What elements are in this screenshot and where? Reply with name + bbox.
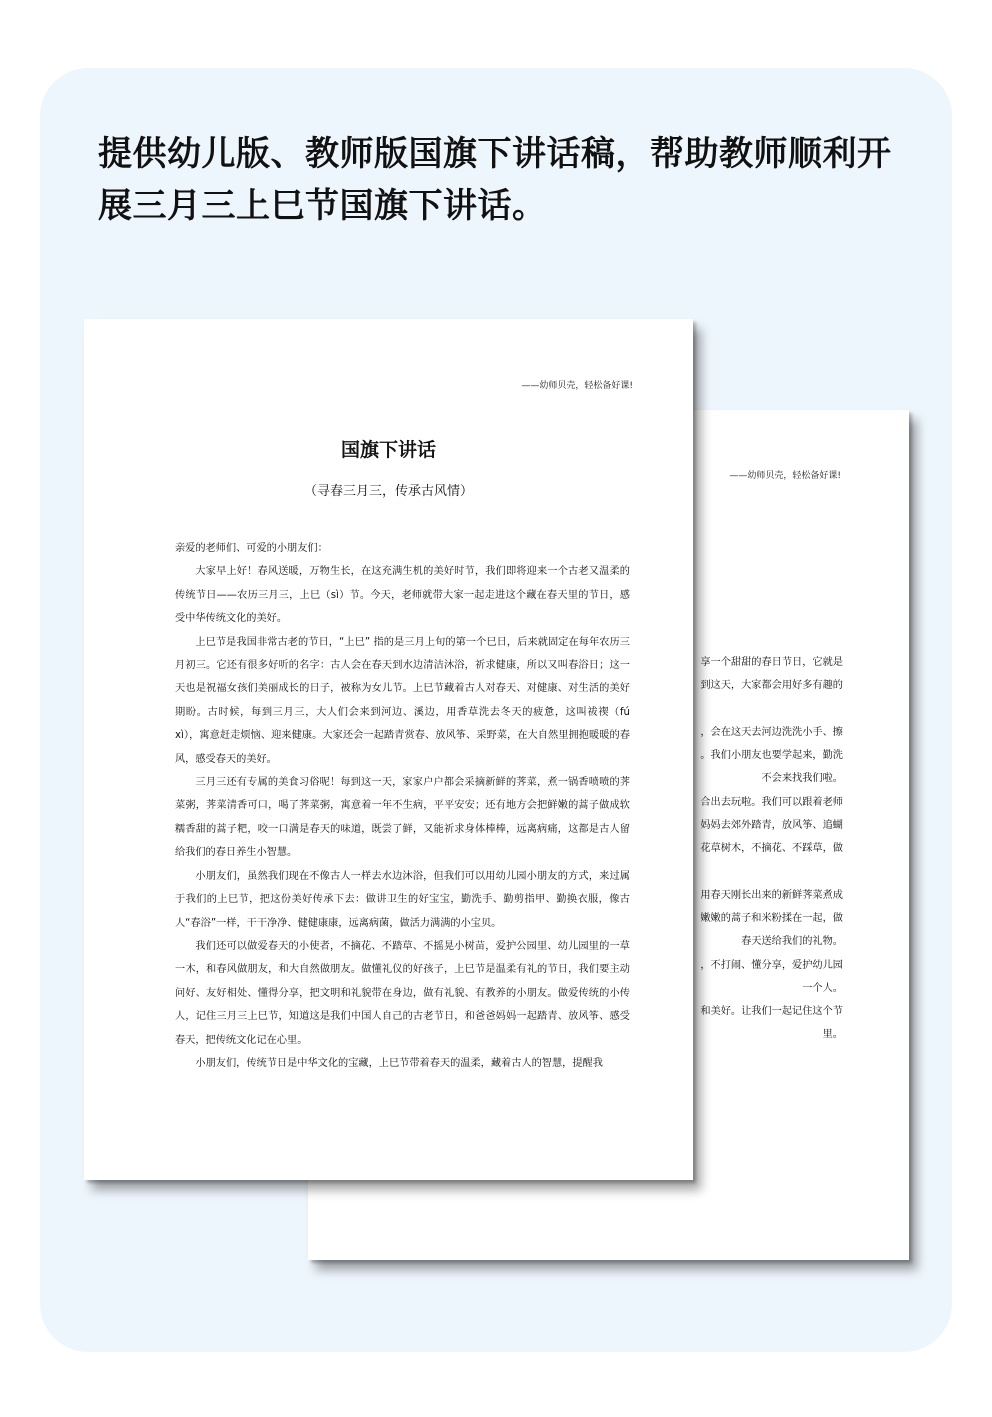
headline: 提供幼儿版、教师版国旗下讲话稿，帮助教师顺利开展三月三上巳节国旗下讲话。 (98, 134, 892, 226)
body-line-fragment: 里。 (822, 1029, 843, 1040)
paragraph: 我们还可以做爱春天的小使者，不摘花、不踏草、不摇晃小树苗，爱护公园里、幼儿园里的一草一木，和春风做朋友，和大自然做朋友。做懂礼仪的好孩子，上巳节是温柔有礼的节日，我们要主动问好、友好相处、懂得分享，把文明和礼貌带在身边，做有礼貌、有教养的小朋友。做爱传统的小传人，记住三月三上巳节，知道这是我们中国人自己的古老节日，和爸爸妈妈一起踏青、放风筝、感受春天，把传统文化记在心里。 (175, 940, 630, 1046)
paragraph: 三月三还有专属的美食习俗呢！每到这一天，家家户户都会采摘新鲜的荠菜，煮一锅香喷喷的荠菜粥，荠菜清香可口，喝了荠菜粥，寓意着一年不生病，平平安安；还有地方会把鲜嫩的蒿子做成软糯香甜的蒿子粑，咬一口满是春天的味道，既尝了鲜，又能祈求身体棒棒，远离病痛，这都是古人留给我们的春日养生小智慧。 (175, 777, 630, 859)
body-line-fragment: 一个人。 (802, 983, 843, 994)
body-line-fragment: 合出去玩啦。我们可以跟着老师 (700, 797, 843, 808)
page-title: 国旗下讲话 (340, 439, 436, 461)
body-line-fragment: 到这天，大家都会用好多有趣的 (700, 680, 843, 691)
body-line-fragment: ，会在这天去河边洗洗小手、擦 (700, 727, 843, 738)
paragraph: 小朋友们，虽然我们现在不像古人一样去水边沐浴，但我们可以用幼儿园小朋友的方式，来过属于我们的上巳节，把这份美好传承下去：做讲卫生的好宝宝，勤洗手、勤剪指甲、勤换衣服，像古人“春浴”一样，干干净净、健健康康，远离病菌，做活力满满的小宝贝。 (175, 870, 630, 929)
body-line-fragment: 妈妈去郊外踏青，放风筝、追蝴 (700, 820, 843, 831)
body-line-fragment: 用春天刚长出来的新鲜荠菜煮成 (700, 890, 843, 901)
body-line-fragment: 嫩嫩的蒿子和米粉揉在一起，做 (700, 913, 843, 924)
paragraph: 上巳节是我国非常古老的节日，“上巳” 指的是三月上旬的第一个巳日，后来就固定在每年农历三月初三。它还有很多好听的名字：古人会在春天到水边清洁沐浴，祈求健康，所以又叫春浴日；这一天也是祝福女孩们美丽成长的日子，被称为女儿节。上巳节藏着古人对春天、对健康、对生活的美好期盼。古时候，每到三月三，大人们会来到河边、溪边，用香草洗去冬天的疲惫，这叫祓禊（fú xì），寓意赶走烦恼、迎来健康。大家还会一起踏青赏春、放风筝、采野菜，在大自然里拥抱暖暖的春风，感受春天的美好。 (175, 636, 630, 765)
body-line-fragment: 春天送给我们的礼物。 (741, 936, 843, 947)
page-body (175, 537, 630, 1075)
body-line-fragment: 。我们小朋友也要学起来，勤洗 (700, 750, 843, 761)
body-line-fragment: 不会来找我们啦。 (761, 773, 843, 784)
paragraph: 小朋友们，传统节日是中华文化的宝藏，上巳节带着春天的温柔，藏着古人的智慧，提醒我 (195, 1057, 603, 1069)
body-line-fragment: 和美好。让我们一起记住这个节 (700, 1006, 843, 1017)
page-tagline: ——幼师贝壳，轻松备好课! (729, 471, 841, 481)
document-page-front (84, 319, 693, 1180)
salutation: 亲爱的老师们、可爱的小朋友们： (175, 543, 328, 554)
page-tagline: ——幼师贝壳，轻松备好课! (521, 381, 633, 391)
paragraph: 大家早上好！春风送暖，万物生长，在这充满生机的美好时节，我们即将迎来一个古老又温柔的传统节日——农历三月三，上巳（sì）节。今天，老师就带大家一起走进这个藏在春天里的节日，感受中华传统文化的美好。 (175, 566, 630, 625)
body-line-fragment: ，不打闹、懂分享，爱护幼儿园 (700, 960, 843, 971)
page-subtitle: （寻春三月三，传承古风情） (303, 484, 473, 499)
body-line-fragment: 花草树木，不摘花、不踩草，做 (700, 843, 843, 854)
body-line-fragment: 享一个甜甜的春日节日，它就是 (700, 657, 843, 668)
